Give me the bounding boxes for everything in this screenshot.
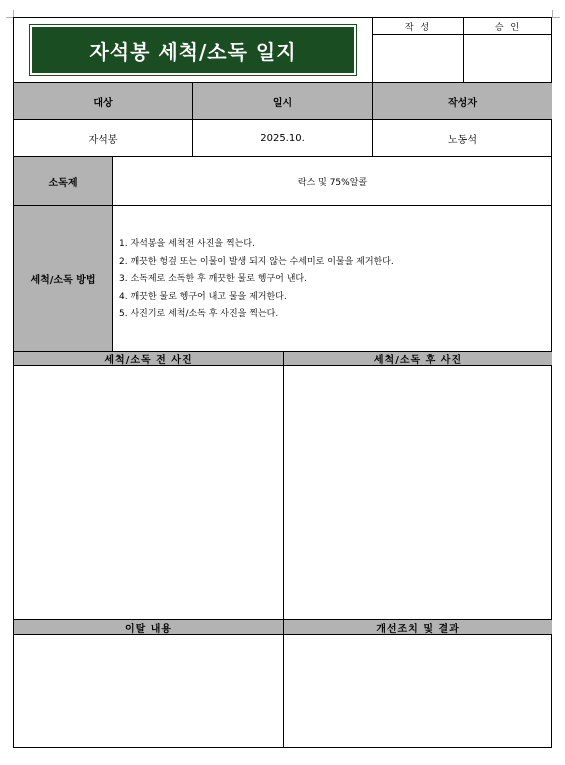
method-step: 2. 깨끗한 헝겊 또는 이물이 발생 되지 않는 수세미로 이물을 제거한다. xyxy=(119,256,394,267)
action-header: 개선조치 및 결과 xyxy=(283,619,552,635)
approval-approved-header: 승 인 xyxy=(463,18,552,35)
after-photo-header: 세척/소독 후 사진 xyxy=(283,351,552,366)
action-area[interactable] xyxy=(283,635,552,747)
method-steps xyxy=(112,206,552,351)
method-step: 4. 깨끗한 물로 헹구어 내고 물을 제거한다. xyxy=(119,291,287,302)
approval-approved-sign-box[interactable] xyxy=(463,35,552,82)
disinfectant-label: 소독제 xyxy=(14,157,112,206)
method-label: 세척/소독 방법 xyxy=(14,206,112,351)
target-value[interactable]: 자석봉 xyxy=(14,120,192,157)
after-photo-area[interactable] xyxy=(283,366,552,619)
disinfectant-value[interactable]: 락스 및 75%알콜 xyxy=(112,157,552,206)
deviation-area[interactable] xyxy=(14,635,283,747)
target-header: 대상 xyxy=(14,82,192,120)
method-step: 1. 자석봉을 세척전 사진을 찍는다. xyxy=(119,239,255,249)
method-step: 5. 사진기로 세척/소독 후 사진을 찍는다. xyxy=(119,309,279,319)
writer-value[interactable]: 노동석 xyxy=(372,120,552,157)
approval-written-sign-box[interactable] xyxy=(372,35,463,82)
before-photo-header: 세척/소독 전 사진 xyxy=(14,351,283,366)
datetime-value[interactable]: 2025.10. xyxy=(192,120,372,157)
page-corner-mark xyxy=(552,10,560,18)
approval-written-header: 작 성 xyxy=(372,18,463,35)
log-document xyxy=(13,17,552,748)
before-photo-area[interactable] xyxy=(14,366,283,619)
document-title: 자석봉 세척/소독 일지 xyxy=(30,25,356,75)
writer-header: 작성자 xyxy=(372,82,552,120)
deviation-header: 이탈 내용 xyxy=(14,619,283,635)
method-step: 3. 소독제로 소독한 후 깨끗한 물로 헹구어 낸다. xyxy=(119,274,307,284)
datetime-header: 일시 xyxy=(192,82,372,120)
